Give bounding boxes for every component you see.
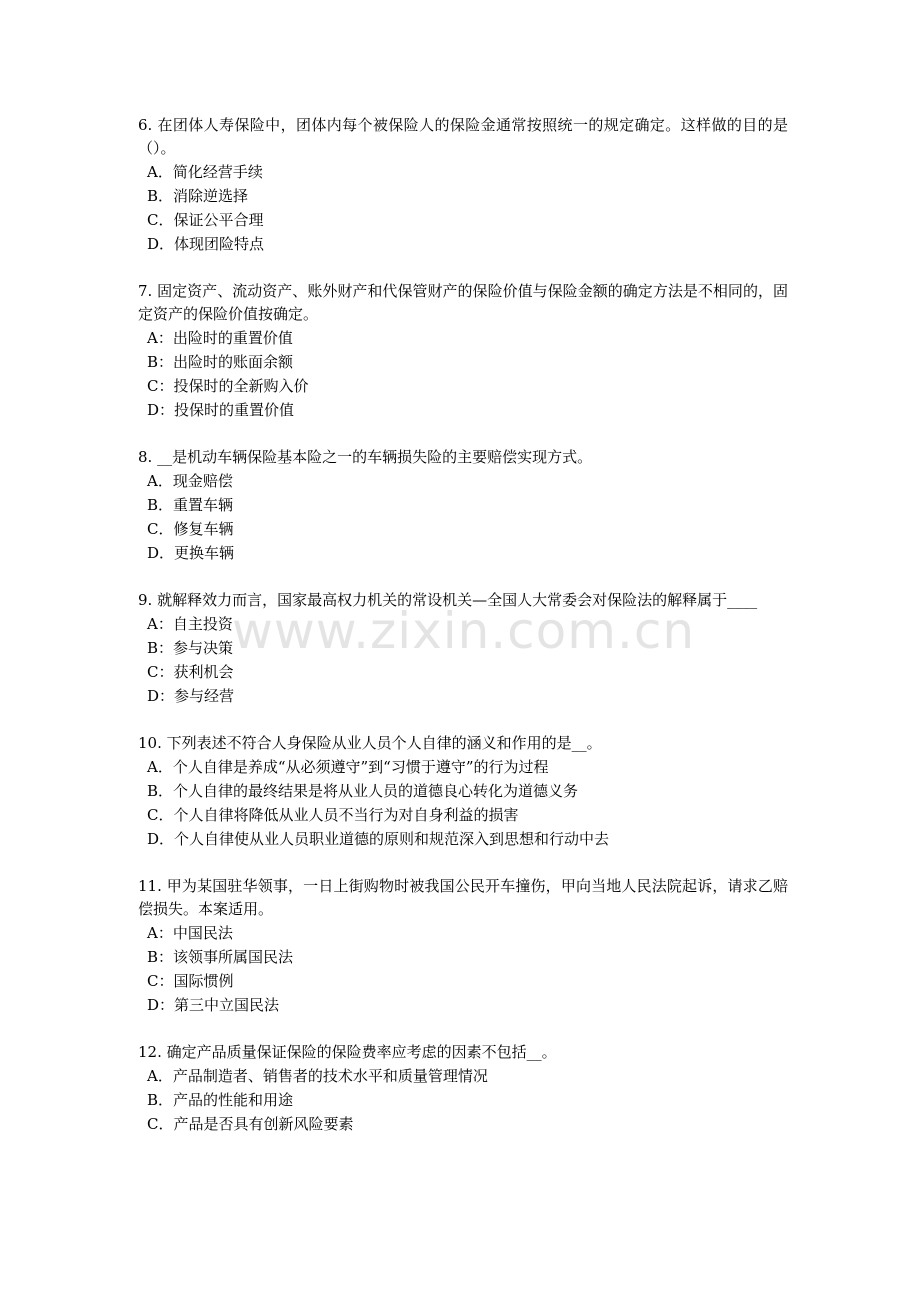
question-stem: 6. 在团体人寿保险中，团体内每个被保险人的保险金通常按照统一的规定确定。这样做的目的是（）。 bbox=[138, 116, 788, 157]
option-d: D：参与经营 bbox=[147, 687, 235, 705]
option-b: B．重置车辆 bbox=[147, 496, 234, 514]
option-b: B．产品的性能和用途 bbox=[147, 1091, 294, 1109]
question-10 bbox=[138, 732, 788, 851]
option-a: A．简化经营手续 bbox=[147, 163, 263, 181]
question-7 bbox=[138, 280, 788, 422]
option-d: D：第三中立国民法 bbox=[147, 996, 280, 1014]
question-stem: 12. 确定产品质量保证保险的保险费率应考虑的因素不包括__。 bbox=[138, 1043, 557, 1061]
question-stem: 10. 下列表述不符合人身保险从业人员个人自律的涵义和作用的是__。 bbox=[138, 734, 602, 752]
question-9 bbox=[138, 589, 788, 708]
question-6 bbox=[138, 114, 788, 256]
option-c: C．修复车辆 bbox=[147, 520, 234, 538]
question-stem: 8. __是机动车辆保险基本险之一的车辆损失险的主要赔偿实现方式。 bbox=[138, 448, 593, 466]
option-d: D：投保时的重置价值 bbox=[147, 401, 295, 419]
option-b: B：参与决策 bbox=[147, 639, 234, 657]
option-c: C：国际惯例 bbox=[147, 972, 234, 990]
question-stem: 11. 甲为某国驻华领事，一日上街购物时被我国公民开车撞伤，甲向当地人民法院起诉，请求乙赔偿损失。本案适用。 bbox=[138, 877, 788, 918]
option-a: A．个人自律是养成“从必须遵守”到“习惯于遵守”的行为过程 bbox=[147, 758, 549, 776]
option-b: B．消除逆选择 bbox=[147, 187, 249, 205]
option-c: C．个人自律将降低从业人员不当行为对自身利益的损害 bbox=[147, 806, 519, 824]
option-d: D．体现团险特点 bbox=[147, 235, 265, 253]
option-b: B：出险时的账面余额 bbox=[147, 353, 294, 371]
option-c: C：投保时的全新购入价 bbox=[147, 377, 309, 395]
option-b: B．个人自律的最终结果是将从业人员的道德良心转化为道德义务 bbox=[147, 782, 579, 800]
option-a: A：自主投资 bbox=[147, 615, 233, 633]
option-c: C．产品是否具有创新风险要素 bbox=[147, 1115, 354, 1133]
watermark: www.zixin.com.cn bbox=[232, 602, 696, 660]
question-stem: 7. 固定资产、流动资产、账外财产和代保管财产的保险价值与保险金额的确定方法是不相同的，固定资产的保险价值按确定。 bbox=[138, 282, 788, 323]
option-c: C：获利机会 bbox=[147, 663, 234, 681]
option-a: A：出险时的重置价值 bbox=[147, 329, 293, 347]
option-a: A．现金赔偿 bbox=[147, 472, 233, 490]
option-a: A．产品制造者、销售者的技术水平和质量管理情况 bbox=[147, 1067, 488, 1085]
question-stem: 9. 就解释效力而言，国家最高权力机关的常设机关—全国人大常委会对保险法的解释属于____ bbox=[138, 591, 758, 609]
question-8 bbox=[138, 446, 788, 565]
option-c: C．保证公平合理 bbox=[147, 211, 264, 229]
option-a: A：中国民法 bbox=[147, 924, 233, 942]
question-12 bbox=[138, 1041, 788, 1136]
option-d: D．更换车辆 bbox=[147, 544, 235, 562]
option-b: B：该领事所属国民法 bbox=[147, 948, 294, 966]
question-11 bbox=[138, 875, 788, 1017]
question-list bbox=[138, 114, 788, 1160]
option-d: D．个人自律使从业人员职业道德的原则和规范深入到思想和行动中去 bbox=[147, 830, 610, 848]
